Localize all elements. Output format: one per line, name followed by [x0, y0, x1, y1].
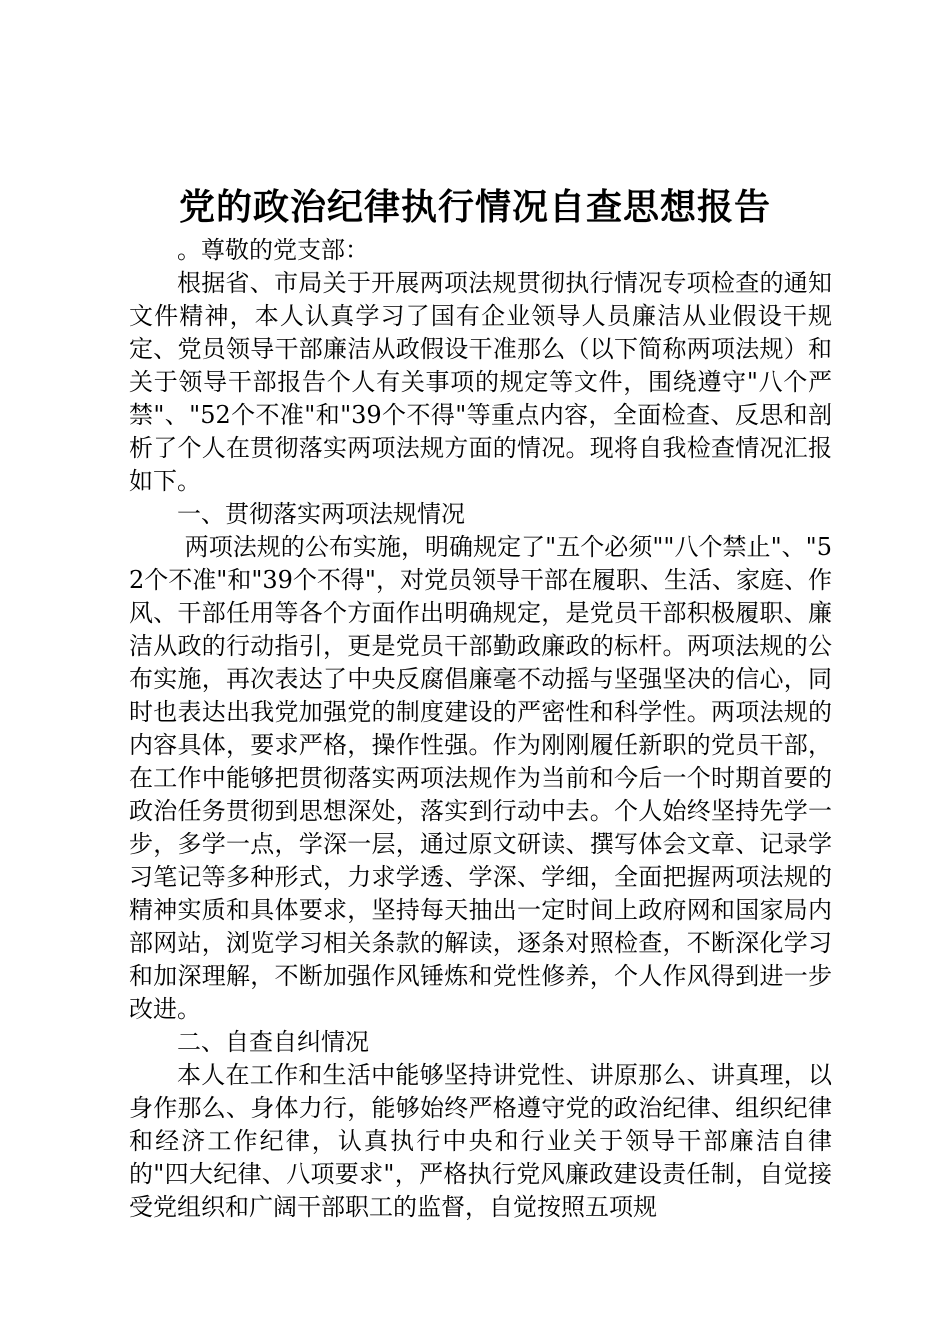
paragraph-section-2: 本人在工作和生活中能够坚持讲党性、讲原那么、讲真理，以身作那么、身体力行，能够始终严格遵守党的政治纪律、组织纪律和经济工作纪律，认真执行中央和行业关于领导干部廉洁自律的"四大纪律、八项要求"，严格执行党风廉政建设责任制，自觉接受党组织和广阔干部职工的监督，自觉按照五项规	[129, 1061, 832, 1221]
paragraph-intro: 根据省、市局关于开展两项法规贯彻执行情况专项检查的通知文件精神，本人认真学习了国有企业领导人员廉洁从业假设干规定、党员领导干部廉洁从政假设干准那么（以下简称两项法规）和关于领导干部报告个人有关事项的规定等文件，围绕遵守"八个严禁"、"52个不准"和"39个不得"等重点内容，全面检查、反思和剖析了个人在贯彻落实两项法规方面的情况。现将自我检查情况汇报如下。	[129, 269, 832, 495]
section-heading-2: 二、自查自纠情况	[177, 1028, 369, 1056]
document-body	[129, 234, 832, 1224]
paragraph-section-1: 两项法规的公布实施，明确规定了"五个必须""八个禁止"、"52个不准"和"39个不得"，对党员领导干部在履职、生活、家庭、作风、干部任用等各个方面作出明确规定，是党员干部积极履职、廉洁从政的行动指引，更是党员干部勤政廉政的标杆。两项法规的公布实施，再次表达了中央反腐倡廉毫不动摇与坚强坚决的信心，同时也表达出我党加强党的制度建设的严密性和科学性。两项法规的内容具体，要求严格，操作性强。作为刚刚履任新职的党员干部，在工作中能够把贯彻落实两项法规作为当前和今后一个时期首要的政治任务贯彻到思想深处，落实到行动中去。个人始终坚持先学一步，多学一点，学深一层，通过原文研读、撰写体会文章、记录学习笔记等多种形式，力求学透、学深、学细，全面把握两项法规的精神实质和具体要求，坚持每天抽出一定时间上政府网和国家局内部网站，浏览学习相关条款的解读，逐条对照检查，不断深化学习和加深理解，不断加强作风锤炼和党性修养，个人作风得到进一步改进。	[129, 533, 832, 1023]
section-heading-1: 一、贯彻落实两项法规情况	[177, 500, 465, 528]
salutation: 。尊敬的党支部：	[177, 236, 369, 264]
document-title: 党的政治纪律执行情况自查思想报告	[178, 187, 771, 228]
